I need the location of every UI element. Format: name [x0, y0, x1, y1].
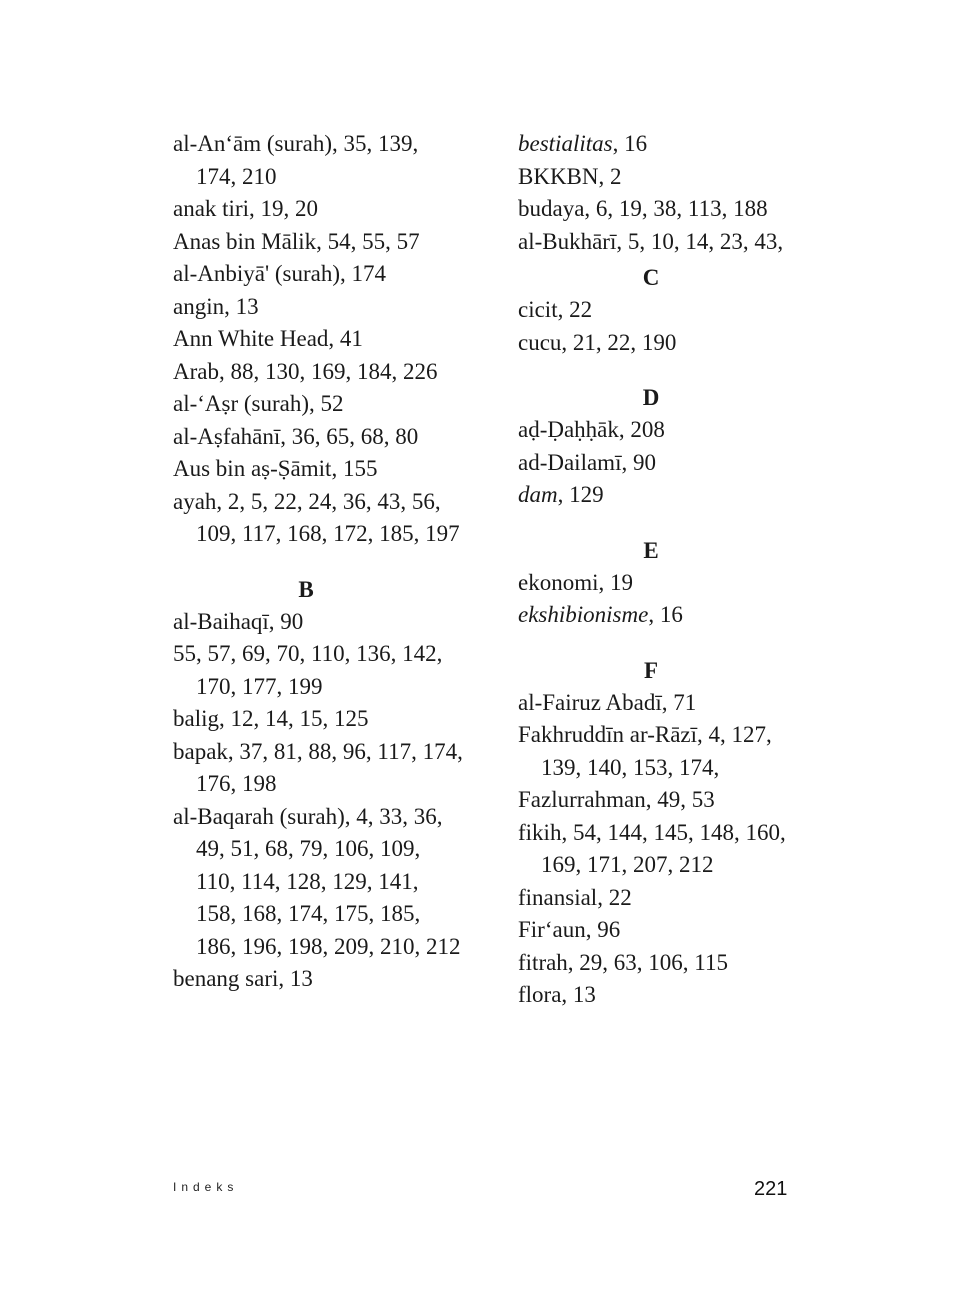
index-entry: al-Baqarah (surah), 4, 33, 36, 49, 51, 68, 79, 106, 109, 110, 114, 128, 129, 141, 158, 168, 174, 175, 185, 186, 196, 198, 209, 210, 212 — [173, 803, 461, 959]
page-number: 221 — [754, 1178, 788, 1200]
index-entry: balig, 12, 14, 15, 125 — [173, 706, 369, 731]
index-entry: al-Fairuz Abadī, 71 — [518, 689, 697, 715]
section-letter-c: C — [642, 265, 660, 290]
index-entry: fitrah, 29, 63, 106, 115 — [518, 949, 728, 975]
index-entry: Fir‘aun, 96 — [518, 917, 621, 942]
index-entry — [518, 479, 808, 512]
index-entry: budaya, 6, 19, 38, 113, 188 — [518, 196, 768, 221]
index-entry: al-Aṣfahānī, 36, 65, 68, 80 — [173, 423, 419, 449]
section-letter-d: D — [642, 385, 660, 410]
index-column-right — [518, 128, 808, 1012]
page-refs: , 16 — [648, 602, 683, 627]
index-entry: al-Anbiyā' (surah), 174 — [173, 261, 386, 286]
index-entry — [518, 599, 808, 632]
index-entry: Fazlurrahman, 49, 53 — [518, 787, 715, 812]
index-entry: Ann White Head, 41 — [173, 326, 363, 351]
index-entry: angin, 13 — [173, 293, 259, 319]
index-entry: benang sari, 13 — [173, 966, 313, 991]
index-entry: bapak, 37, 81, 88, 96, 117, 174, 176, 198 — [173, 738, 463, 796]
index-entry: fikih, 54, 144, 145, 148, 160, 169, 171, 207, 212 — [518, 819, 786, 877]
index-entry — [518, 128, 808, 161]
index-entry: ayah, 2, 5, 22, 24, 36, 43, 56, 109, 117, 168, 172, 185, 197 — [173, 488, 460, 546]
index-entry: anak tiri, 19, 20 — [173, 196, 318, 221]
italic-term: ekshibionisme — [518, 602, 649, 627]
italic-term: bestialitas — [518, 131, 613, 156]
index-entry: cicit, 22 — [518, 297, 593, 322]
index-entry: al-Baihaqī, 90 — [173, 608, 304, 634]
section-letter-b: B — [298, 576, 314, 602]
italic-term: dam — [518, 482, 558, 507]
index-entry: aḍ-Ḍaḥḥāk, 208 — [518, 417, 665, 442]
index-entry: ad-Dailamī, 90 — [518, 449, 656, 475]
index-entry: ekonomi, 19 — [518, 569, 633, 595]
page-refs: , 129 — [557, 482, 604, 507]
index-entry: al-An‘ām (surah), 35, 139, 174, 210 — [173, 131, 419, 189]
index-entry: Fakhruddīn ar-Rāzī, 4, 127, 139, 140, 153, 174, — [518, 722, 772, 780]
section-letter-f: F — [643, 657, 659, 683]
index-entry: finansial, 22 — [518, 884, 632, 910]
index-entry: 55, 57, 69, 70, 110, 136, 142, 170, 177, 199 — [173, 641, 443, 699]
index-column-left — [173, 128, 463, 996]
index-entry: cucu, 21, 22, 190 — [518, 329, 677, 355]
index-entry: al-Bukhārī, 5, 10, 14, 23, 43, — [518, 228, 784, 254]
index-entry: BKKBN, 2 — [518, 163, 622, 189]
page-refs: , 16 — [612, 131, 648, 156]
index-entry: flora, 13 — [518, 982, 596, 1007]
index-entry: al-‘Aṣr (surah), 52 — [173, 391, 344, 416]
section-letter-e: E — [643, 537, 659, 563]
index-entry: Anas bin Mālik, 54, 55, 57 — [173, 228, 420, 254]
index-entry: Aus bin aṣ-Ṣāmit, 155 — [173, 456, 378, 481]
index-entry: Arab, 88, 130, 169, 184, 226 — [173, 358, 438, 384]
running-footer-label: Indeks — [173, 1180, 239, 1194]
